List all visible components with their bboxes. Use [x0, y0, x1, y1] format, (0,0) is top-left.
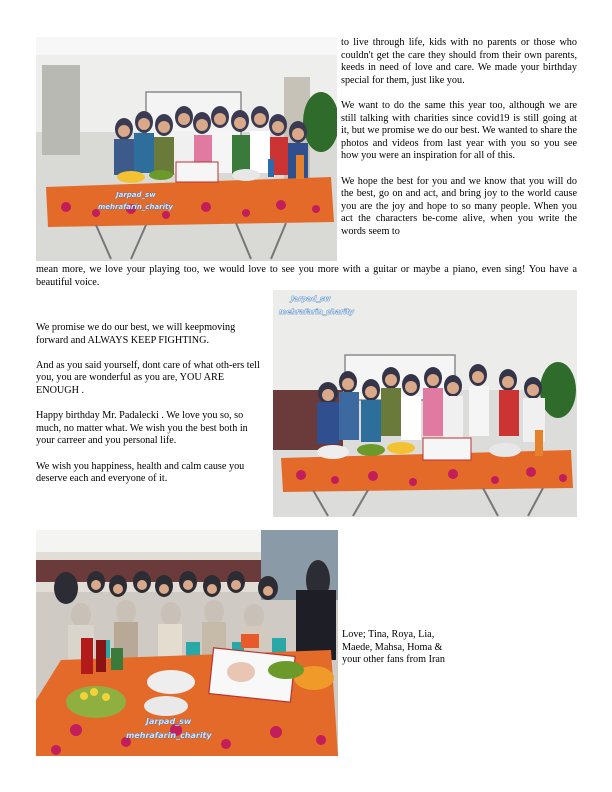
paragraph: We hope the best for you and we know that you will do the best, go on and act, and bring joy to the world cause you are the joy and hope to so many people. When you act the characters be-come alive, when you write the words seem to — [341, 175, 577, 237]
paragraph: We want to do the same this year too, although we are still talking with charities since covid19 is still going at it, but we promise we do our best. We wanted to share the photos and videos from last year with you so you see how you were an inspiration for all of this. — [341, 99, 577, 162]
letter-text-continuation: mean more, we love your playing too, we would love to see you more with a guitar or maybe a piano, even sing! You have a beautiful voice. — [36, 264, 577, 288]
watermark-line1: Jarpad_sw — [116, 191, 156, 199]
letter-text-top — [341, 37, 577, 239]
watermark-line1: Jarpad_sw — [291, 295, 331, 303]
watermark-line2: mehrafarin_charity — [98, 203, 173, 211]
watermark-line1: Jarpad_sw — [146, 717, 192, 726]
photo-party-3 — [36, 530, 338, 756]
letter-text-middle — [36, 322, 268, 486]
signature-line: Maede, Mahsa, Homa & — [342, 641, 443, 653]
paragraph: to live through life, kids with no parents or those who couldn't get the care they should from their own parents, keeds in need of love and care. We made your birthday special for them, just like you. — [341, 37, 577, 86]
signature-line: your other fans from Iran — [342, 654, 445, 666]
paragraph: We wish you happiness, health and calm cause you deserve each and everyone of it. — [36, 460, 245, 485]
paragraph: Happy birthday Mr. Padalecki . We love you so, so much, no matter what. We wish you the best both in your carreer and you personal life. — [36, 410, 248, 447]
watermark-line2: mehrafarin_charity — [279, 308, 354, 316]
photo-party-1 — [36, 37, 337, 261]
paragraph: We promise we do our best, we will keepmoving forward and ALWAYS KEEP FIGHTING. — [36, 322, 236, 346]
signature-block — [342, 629, 482, 667]
watermark-line2: mehrafarin_charity — [126, 731, 212, 740]
photo-party-2 — [273, 290, 577, 517]
signature-line: Love; Tina, Roya, Lia, — [342, 629, 435, 640]
paragraph: And as you said yourself, dont care of what oth-ers tell you, you are wonderful as you are, YOU ARE ENOUGH . — [36, 359, 260, 396]
